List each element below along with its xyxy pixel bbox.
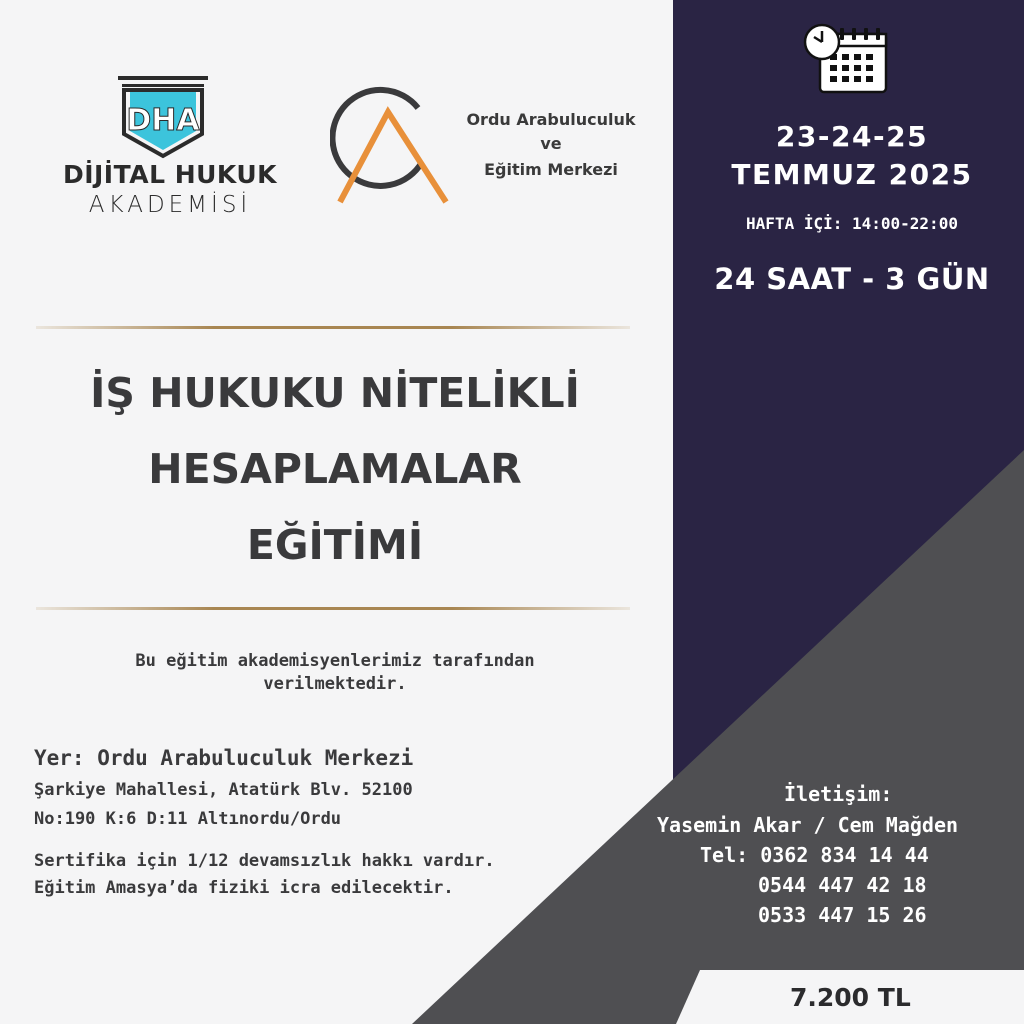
attendance-note: Sertifika için 1/12 devamsızlık hakkı vardır. [34,851,495,871]
oa-line2: ve [540,134,562,153]
event-days: 23-24-25 [775,120,929,153]
title-line2: HESAPLAMALAR [148,445,522,493]
venue-note: Eğitim Amasya’da fiziki icra edilecektir. [34,878,454,898]
address-line1: Şarkiye Mahallesi, Atatürk Blv. 52100 [34,780,413,800]
svg-text:DHA: DHA [126,103,200,138]
contact-phone-1: Tel: 0362 834 14 44 [700,843,929,867]
dha-name: DİJİTAL HUKUK [62,160,278,189]
instructors-note [60,650,610,696]
contact-names: Yasemin Akar / Cem Mağden [657,813,959,837]
dijital-hukuk-logo [40,72,300,232]
divider-bottom [36,607,630,610]
subtitle-line1: Bu eğitim akademisyenlerimiz tarafından [135,651,535,671]
oa-line1: Ordu Arabuluculuk [466,110,636,129]
location-title: Yer: Ordu Arabuluculuk Merkezi [34,746,414,770]
contact-phone-2: 0544 447 42 18 [758,873,927,897]
calendar-clock-icon [800,20,892,98]
course-title [20,355,650,583]
divider-top [36,326,630,329]
ordu-arabuluculuk-logo [330,80,670,220]
event-dates [690,118,1014,194]
event-month: TEMMUZ 2025 [731,158,973,191]
contact-phone-3: 0533 447 15 26 [758,903,927,927]
title-line3: EĞİTİMİ [246,521,424,569]
subtitle-line2: verilmektedir. [263,674,407,694]
oa-emblem-icon [330,80,450,210]
event-hours: HAFTA İÇİ: 14:00-22:00 [746,214,958,233]
oa-line3: Eğitim Merkezi [484,160,618,179]
event-duration: 24 SAAT - 3 GÜN [714,262,990,296]
dha-subtitle: AKADEMİSİ [88,192,252,218]
dha-emblem-icon [118,76,224,162]
course-price: 7.200 TL [790,983,911,1012]
contact-title: İletişim: [784,782,893,806]
title-line1: İŞ HUKUKU NİTELİKLİ [90,369,580,417]
address-line2: No:190 K:6 D:11 Altınordu/Ordu [34,809,342,829]
